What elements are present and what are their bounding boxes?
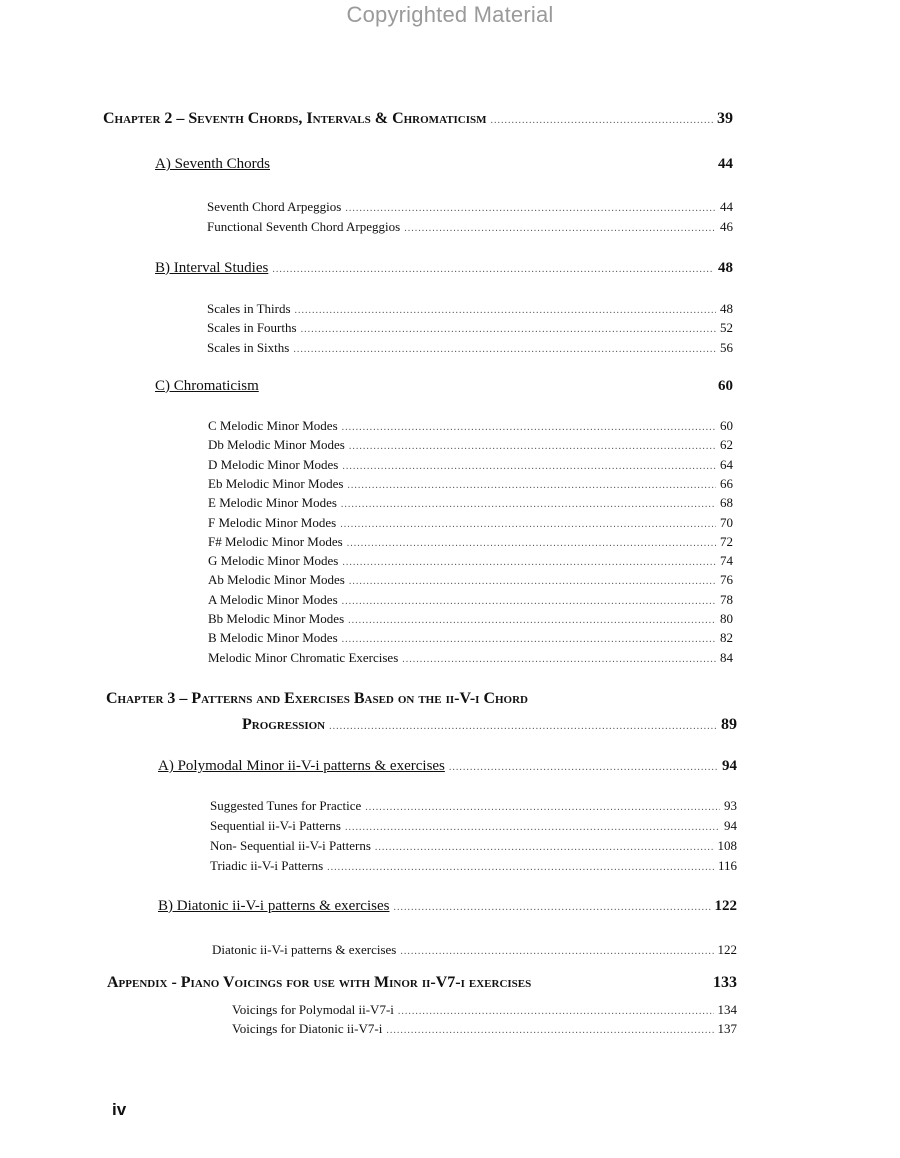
toc-entry-label: Ab Melodic Minor Modes — [208, 572, 345, 588]
toc-entry-page: 116 — [717, 858, 737, 873]
toc-item[interactable] — [207, 199, 733, 215]
toc-entry-label: Non- Sequential ii-V-i Patterns — [210, 838, 371, 853]
dot-leader — [272, 264, 714, 275]
dot-leader — [293, 344, 716, 355]
toc-entry-page: 89 — [721, 716, 737, 733]
dot-leader — [327, 862, 714, 873]
toc-item[interactable] — [208, 437, 733, 453]
toc-entry-label: C) Chromaticism — [155, 378, 259, 394]
dot-leader — [340, 519, 716, 530]
toc-entry-page: 44 — [718, 156, 733, 172]
toc-chapter-3-line1[interactable] — [106, 690, 733, 708]
toc-entry-page: 122 — [717, 942, 737, 957]
dot-leader — [345, 203, 716, 214]
toc-entry-page: 56 — [720, 340, 733, 355]
dot-leader — [342, 422, 716, 433]
toc-entry-label: Functional Seventh Chord Arpeggios — [207, 219, 401, 234]
toc-section-chromaticism[interactable] — [155, 378, 733, 395]
toc-entry-page: 68 — [720, 495, 733, 511]
dot-leader — [349, 576, 716, 587]
toc-entry-label: A) Seventh Chords — [155, 156, 270, 172]
toc-entry-page: 70 — [720, 514, 733, 530]
dot-leader — [342, 634, 716, 645]
toc-item[interactable] — [208, 476, 733, 492]
toc-entry-page: 60 — [718, 378, 733, 394]
dot-leader — [341, 499, 716, 510]
toc-entry-page: 82 — [720, 630, 733, 646]
toc-entry-page: 133 — [713, 974, 737, 991]
toc-item[interactable] — [232, 1002, 737, 1018]
dot-leader — [365, 802, 720, 813]
toc-entry-page: 78 — [720, 591, 733, 607]
toc-entry-label: Eb Melodic Minor Modes — [208, 475, 344, 491]
toc-entry-page: 64 — [720, 456, 733, 472]
toc-section-seventh-chords[interactable] — [155, 156, 733, 173]
page-number: iv — [112, 1100, 127, 1119]
dot-leader — [329, 721, 717, 732]
dot-leader — [375, 842, 714, 853]
toc-item[interactable] — [207, 340, 733, 356]
dot-leader — [386, 1025, 713, 1036]
toc-entry-page: 52 — [720, 320, 733, 335]
dot-leader — [404, 223, 716, 234]
dot-leader — [342, 557, 716, 568]
toc-item[interactable] — [232, 1021, 737, 1037]
toc-entry-label: Scales in Sixths — [207, 340, 290, 355]
dot-leader — [491, 115, 713, 126]
toc-appendix[interactable] — [107, 974, 737, 992]
toc-item[interactable] — [208, 611, 733, 627]
toc-entry-page: 80 — [720, 611, 733, 626]
toc-entry-page: 44 — [720, 199, 733, 214]
toc-chapter-2[interactable] — [103, 110, 733, 128]
dot-leader — [449, 762, 718, 773]
toc-entry-label: Sequential ii-V-i Patterns — [210, 818, 341, 833]
toc-entry-page: 122 — [714, 898, 737, 914]
toc-entry-page: 137 — [717, 1021, 737, 1036]
toc-section-interval-studies[interactable] — [155, 260, 733, 277]
dot-leader — [347, 480, 716, 491]
toc-item[interactable] — [210, 858, 737, 874]
toc-item[interactable] — [208, 572, 733, 588]
toc-entry-page: 76 — [720, 572, 733, 588]
dot-leader — [347, 538, 716, 549]
toc-entry-label: E Melodic Minor Modes — [208, 495, 337, 511]
dot-leader — [295, 305, 716, 316]
toc-entry-label: Voicings for Diatonic ii-V7-i — [232, 1021, 383, 1036]
toc-item[interactable] — [207, 301, 733, 317]
toc-item[interactable] — [208, 534, 733, 550]
toc-item[interactable] — [210, 798, 737, 814]
toc-entry-label: A) Polymodal Minor ii-V-i patterns & exercises — [158, 758, 445, 774]
toc-entry-label: Diatonic ii-V-i patterns & exercises — [212, 942, 397, 957]
toc-entry-page: 46 — [720, 219, 733, 234]
toc-entry-label: G Melodic Minor Modes — [208, 553, 339, 569]
toc-section-polymodal[interactable] — [158, 758, 737, 775]
toc-entry-page: 60 — [720, 418, 733, 433]
dot-leader — [400, 946, 713, 957]
toc-entry-page: 93 — [724, 798, 737, 813]
toc-chapter-3-line2[interactable] — [242, 716, 737, 734]
dot-leader — [348, 615, 716, 626]
toc-item[interactable] — [207, 219, 733, 235]
dot-leader — [301, 324, 716, 335]
toc-entry-label: Chapter 2 – Seventh Chords, Intervals & Chromaticism — [103, 110, 487, 127]
toc-entry-label: Chapter 3 – Patterns and Exercises Based on the ii-V-i Chord — [106, 690, 528, 707]
toc-entry-page: 84 — [720, 649, 733, 665]
toc-entry-label: F# Melodic Minor Modes — [208, 533, 343, 549]
toc-entry-label: Seventh Chord Arpeggios — [207, 199, 342, 214]
toc-entry-page: 62 — [720, 437, 733, 453]
toc-item[interactable] — [212, 942, 737, 958]
toc-item[interactable] — [208, 418, 733, 434]
toc-entry-page: 94 — [722, 758, 737, 774]
toc-entry-page: 66 — [720, 475, 733, 491]
toc-item[interactable] — [208, 515, 733, 531]
toc-item[interactable] — [208, 592, 733, 608]
toc-entry-label: A Melodic Minor Modes — [208, 591, 338, 607]
toc-entry-label: Suggested Tunes for Practice — [210, 798, 362, 813]
toc-item[interactable] — [210, 838, 737, 854]
toc-entry-label: Db Melodic Minor Modes — [208, 437, 345, 453]
toc-item[interactable] — [208, 630, 733, 646]
toc-item[interactable] — [208, 495, 733, 511]
toc-entry-label: B Melodic Minor Modes — [208, 630, 338, 646]
toc-entry-page: 48 — [718, 260, 733, 276]
toc-entry-page: 72 — [720, 533, 733, 549]
toc-entry-label: D Melodic Minor Modes — [208, 456, 339, 472]
dot-leader — [349, 441, 716, 452]
dot-leader — [402, 654, 716, 665]
toc-section-diatonic[interactable] — [158, 898, 737, 915]
toc-entry-page: 39 — [717, 110, 733, 127]
copyright-watermark: Copyrighted Material — [346, 2, 554, 27]
toc-item[interactable] — [208, 650, 733, 666]
toc-item[interactable] — [207, 320, 733, 336]
toc-entry-label: F Melodic Minor Modes — [208, 514, 337, 530]
dot-leader — [398, 1006, 714, 1017]
toc-item[interactable] — [208, 553, 733, 569]
toc-entry-label: Scales in Fourths — [207, 320, 297, 335]
dot-leader — [342, 596, 716, 607]
dot-leader — [393, 902, 710, 913]
toc-entry-label: Voicings for Polymodal ii-V7-i — [232, 1002, 394, 1017]
toc-entry-label: Melodic Minor Chromatic Exercises — [208, 649, 399, 665]
toc-entry-page: 48 — [720, 301, 733, 316]
toc-entry-label: B) Interval Studies — [155, 260, 269, 276]
toc-entry-label: Triadic ii-V-i Patterns — [210, 858, 324, 873]
toc-entry-label: B) Diatonic ii-V-i patterns & exercises — [158, 898, 390, 914]
toc-entry-label: Bb Melodic Minor Modes — [208, 611, 345, 626]
toc-item[interactable] — [210, 818, 737, 834]
dot-leader — [342, 461, 716, 472]
toc-entry-label: Progression — [242, 716, 326, 733]
toc-entry-page: 108 — [717, 838, 737, 853]
toc-entry-label: C Melodic Minor Modes — [208, 418, 338, 433]
toc-entry-page: 134 — [717, 1002, 737, 1017]
toc-entry-page: 94 — [724, 818, 737, 833]
dot-leader — [345, 822, 720, 833]
toc-entry-label: Scales in Thirds — [207, 301, 291, 316]
toc-entry-page: 74 — [720, 553, 733, 569]
toc-item[interactable] — [208, 457, 733, 473]
toc-entry-label: Appendix - Piano Voicings for use with Minor ii-V7-i exercises — [107, 974, 532, 991]
